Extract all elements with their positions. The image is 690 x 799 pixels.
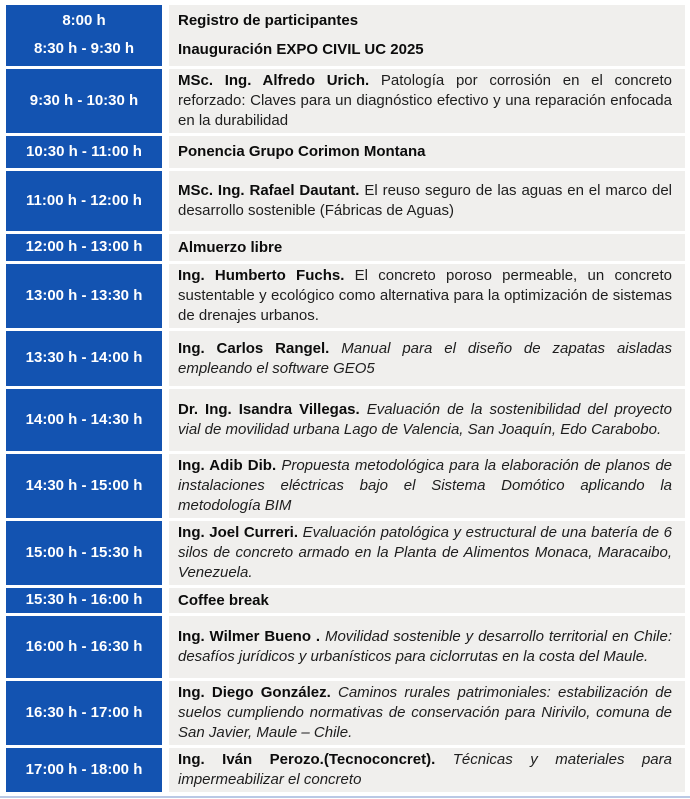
time-label: 8:30 h - 9:30 h [33,40,135,57]
time-label: 16:00 h - 16:30 h [25,637,143,655]
event-text [178,456,672,516]
time-label: 9:30 h - 10:30 h [29,91,139,109]
event-text [178,750,672,790]
schedule-row [6,748,685,792]
time-cell [6,171,162,231]
event-cell [169,681,685,745]
speaker-name: Ing. Wilmer Bueno . [178,628,325,645]
event-text [178,523,672,583]
speaker-name: Dr. Ing. Isandra Villegas. [178,401,367,418]
speaker-name: Ing. Iván Perozo.(Tecnoconcret). [178,751,453,768]
event-cell [169,171,685,231]
time-label: 8:00 h [62,12,106,30]
event-cell [169,748,685,792]
event-description: El reuso seguro de las aguas en el marco del desarrollo sostenible (Fábricas de Aguas) [178,182,672,219]
event-text [178,11,672,31]
event-title: Inauguración EXPO CIVIL UC 2025 [178,41,424,58]
event-description: El concreto poroso permeable, un concreto sustentable y ecológico como alternativa para la optimización de sistemas de drenajes urbanos. [178,267,672,324]
schedule-row [6,234,685,261]
schedule-row [6,264,685,328]
schedule-row [6,171,685,231]
time-cell [6,234,162,261]
event-cell [169,521,685,585]
schedule-row [6,389,685,451]
time-label: 14:00 h - 14:30 h [25,410,143,428]
speaker-name: Ing. Adib Dib. [178,457,282,474]
event-text [178,142,672,162]
schedule-row [6,454,685,518]
time-label: 17:00 h - 18:00 h [25,760,143,778]
event-text [178,627,672,667]
event-title: Registro de participantes [178,12,359,29]
event-title: Ponencia Grupo Corimon Montana [178,143,426,160]
time-cell [6,136,162,168]
time-label: 10:30 h - 11:00 h [26,142,142,160]
event-cell [169,454,685,518]
schedule-row [6,69,685,133]
time-cell [6,588,162,613]
event-cell [169,616,685,678]
event-description: Manual para el diseño de zapatas aisladas empleando el software GEO5 [178,339,672,377]
schedule-row [6,521,685,585]
event-text [178,683,672,743]
bottom-border-line [0,796,690,798]
schedule-row [6,681,685,745]
event-text [178,266,672,326]
event-description: Caminos rurales patrimoniales: estabilización de suelos cumpliendo normativas de conservación para Nirivilo, comuna de San Javier, Maule – Chile. [178,684,672,741]
schedule-row [6,616,685,678]
event-title: Almuerzo libre [178,238,283,256]
event-description: Evaluación de la sostenibilidad del proyecto vial de movilidad urbana Lago de Valencia, San Joaquín, Edo Carabobo. [178,401,672,438]
event-text [178,181,672,221]
speaker-name: MSc. Ing. Rafael Dautant. [178,182,365,199]
time-label: 15:00 h - 15:30 h [25,543,143,561]
event-text [178,591,672,611]
time-label: 14:30 h - 15:00 h [25,476,143,494]
time-cell [6,5,162,66]
event-title: Coffee break [178,591,269,609]
event-cell [169,5,685,66]
schedule-row [6,588,685,613]
schedule-row [6,5,685,66]
event-description: Patología por corrosión en el concreto reforzado: Claves para un diagnóstico efectivo y una reparación enfocada en la durabilidad [178,72,672,129]
speaker-name: Ing. Carlos Rangel. [178,339,342,357]
event-description: Propuesta metodológica para la elaboración de planos de instalaciones eléctricas bajo el Sistema Domótico aplicando la metodología BIM [178,457,672,514]
time-label: 16:30 h - 17:00 h [25,703,143,721]
event-text [178,400,672,440]
schedule-row [6,331,685,386]
event-description: Movilidad sostenible y desarrollo territorial en Chile: desafíos jurídicos y urbanísticos para ciclorrutas en la costa del Maule. [178,628,673,665]
time-label: 13:30 h - 14:00 h [25,349,143,367]
time-cell [6,521,162,585]
event-cell [169,264,685,328]
time-cell [6,748,162,792]
time-cell [6,681,162,745]
speaker-name: Ing. Joel Curreri. [178,524,303,541]
time-cell [6,69,162,133]
time-label: 11:00 h - 12:00 h [26,191,142,209]
time-cell [6,616,162,678]
speaker-name: Ing. Humberto Fuchs. [178,267,355,284]
time-label: 12:00 h - 13:00 h [25,238,143,256]
time-cell [6,454,162,518]
event-cell [169,234,685,261]
speaker-name: MSc. Ing. Alfredo Urich. [178,72,381,89]
time-cell [6,331,162,386]
time-cell [6,389,162,451]
time-label: 13:00 h - 13:30 h [25,286,143,304]
event-text [178,40,672,60]
event-cell [169,389,685,451]
speaker-name: Ing. Diego González. [178,684,338,701]
time-label: 15:30 h - 16:00 h [25,591,143,609]
event-description: Técnicas y materiales para impermeabilizar el concreto [178,751,672,788]
event-text [178,71,672,131]
event-text [178,238,672,258]
schedule-row [6,136,685,168]
event-description: Evaluación patológica y estructural de una batería de 6 silos de concreto armado en la Planta de Alimentos Monaca, Maracaibo, Venezuela. [178,524,672,581]
event-cell [169,331,685,386]
event-cell [169,69,685,133]
time-cell [6,264,162,328]
event-cell [169,588,685,613]
event-cell [169,136,685,168]
event-text [178,339,672,379]
